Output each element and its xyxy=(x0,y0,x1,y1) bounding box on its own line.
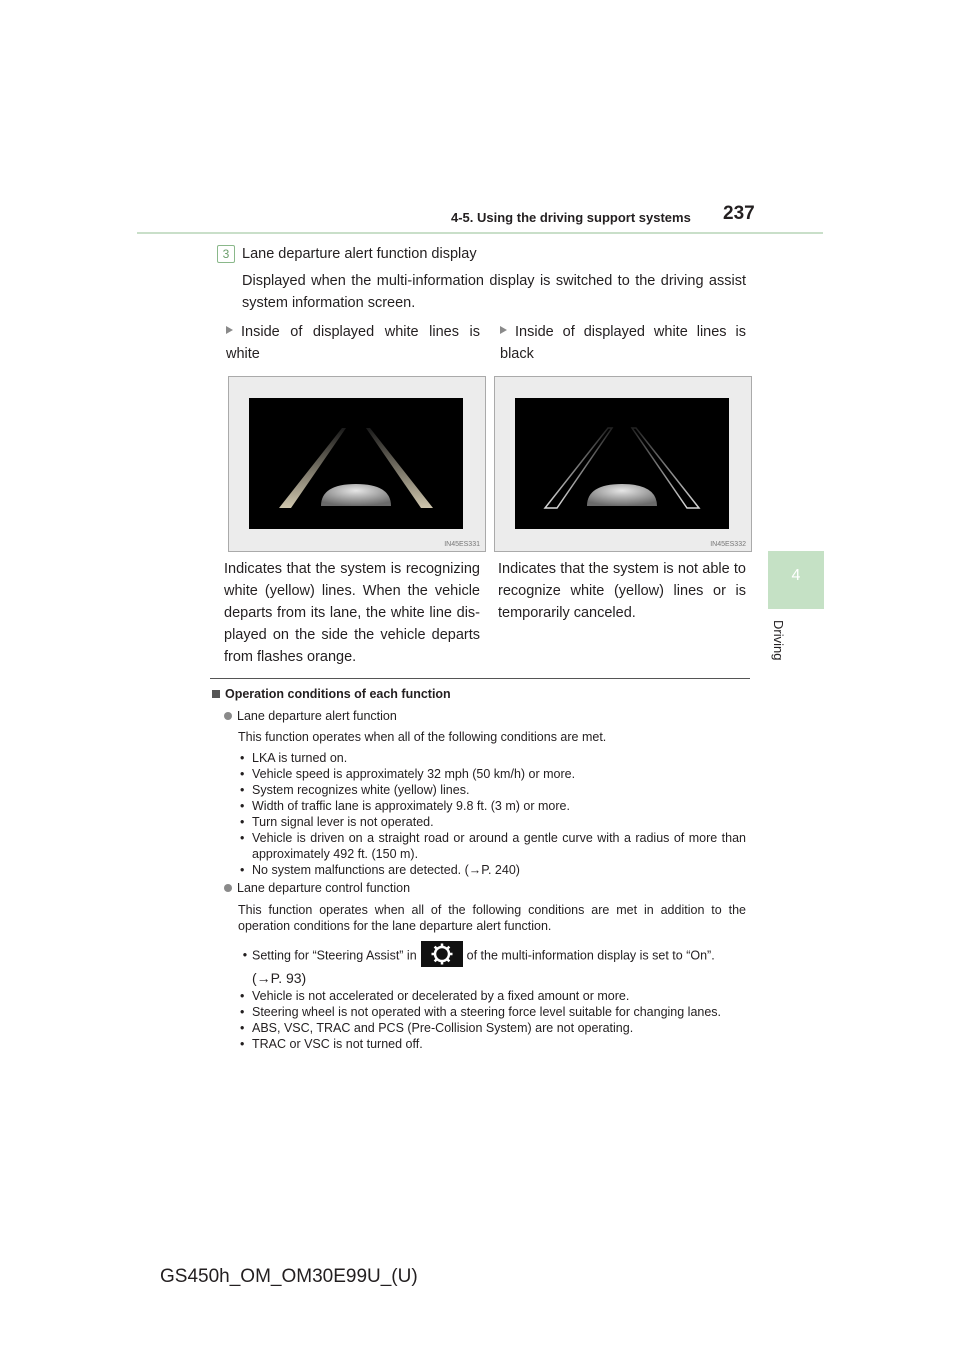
section-description: Displayed when the multi-information display is switched to the driving assist system information screen. xyxy=(242,273,746,311)
list-item: • Width of traffic lane is approximately 9.8 ft. (3 m) or more. xyxy=(238,798,746,814)
circle-bullet-icon xyxy=(224,884,232,892)
triangle-right-icon xyxy=(500,326,507,334)
ldc-conditions-list xyxy=(238,988,746,1052)
operation-conditions-title xyxy=(212,687,451,701)
model-code-footer: GS450h_OM_OM30E99U_(U) xyxy=(160,1266,418,1287)
display-illustration-black xyxy=(494,376,752,552)
display-illustration-white xyxy=(228,376,486,552)
lane-display-black-lines xyxy=(515,398,729,529)
panel-description-white: Indicates that the system is recognizing white (yellow) lines. When the vehicle departs from its lane, the white line dis-played on the side the vehicle departs from flashes orange. xyxy=(224,561,480,665)
panel-heading-white xyxy=(226,321,480,365)
list-item: • Vehicle speed is approximately 32 mph (50 km/h) or more. xyxy=(238,766,746,782)
list-item: • Vehicle is driven on a straight road or around a gentle curve with a radius of more than approximately 492 ft. (150 m). xyxy=(238,830,746,862)
list-item: • LKA is turned on. xyxy=(238,750,746,766)
chapter-label-text: Driving xyxy=(771,620,786,661)
list-item: • Vehicle is not accelerated or decelerated by a fixed amount or more. xyxy=(238,988,746,1004)
list-item: • Turn signal lever is not operated. xyxy=(238,814,746,830)
ldc-intro: This function operates when all of the following conditions are met in addition to the operation conditions for the lane departure alert function. xyxy=(238,903,746,933)
list-item: • Steering wheel is not operated with a steering force level suitable for changing lanes. xyxy=(238,1004,746,1020)
item-number-badge: 3 xyxy=(217,245,235,263)
running-header: 4-5. Using the driving support systems xyxy=(451,210,691,225)
lane-display-white-lines xyxy=(249,398,463,529)
ldc-setting-item: • Setting for “Steering Assist” in of the multi-information display is set to “On”. xyxy=(238,943,748,969)
lda-intro: This function operates when all of the following conditions are met. xyxy=(238,730,607,744)
gear-icon xyxy=(421,941,463,967)
chapter-label xyxy=(766,620,794,680)
ldc-setting-after: of the multi-information display is set to “On”. xyxy=(466,948,715,963)
ldc-setting-before: Setting for “Steering Assist” in xyxy=(252,948,417,963)
list-item: • No system malfunctions are detected. (→P. 240) xyxy=(238,862,746,878)
panel-description-black: Indicates that the system is not able to recognize white (yellow) lines or is temporarily canceled. xyxy=(498,561,746,621)
header-rule xyxy=(137,232,823,234)
list-item: • TRAC or VSC is not turned off. xyxy=(238,1036,746,1052)
lda-conditions-list xyxy=(238,750,746,878)
list-item: • System recognizes white (yellow) lines. xyxy=(238,782,746,798)
lda-heading-text: Lane departure alert function xyxy=(237,709,397,723)
ldc-heading xyxy=(224,881,410,895)
chapter-tab[interactable]: 4 xyxy=(768,551,824,609)
square-bullet-icon xyxy=(212,690,220,698)
ldc-heading-text: Lane departure control function xyxy=(237,881,411,895)
image-code: IN45ES331 xyxy=(444,541,480,548)
list-item: • ABS, VSC, TRAC and PCS (Pre-Collision System) are not operating. xyxy=(238,1020,746,1036)
section-title: Lane departure alert function display xyxy=(242,246,477,262)
section-divider xyxy=(210,678,750,679)
circle-bullet-icon xyxy=(224,712,232,720)
lda-heading xyxy=(224,709,397,723)
triangle-right-icon xyxy=(226,326,233,334)
ldc-setting-ref: (→P. 93) xyxy=(252,970,307,986)
panel-heading-text: Inside of displayed white lines is white xyxy=(226,324,480,362)
image-code: IN45ES332 xyxy=(710,541,746,548)
operation-conditions-title-text: Operation conditions of each function xyxy=(225,687,451,701)
page-number: 237 xyxy=(723,203,755,224)
panel-heading-black xyxy=(500,321,746,365)
panel-heading-text: Inside of displayed white lines is black xyxy=(500,324,746,362)
